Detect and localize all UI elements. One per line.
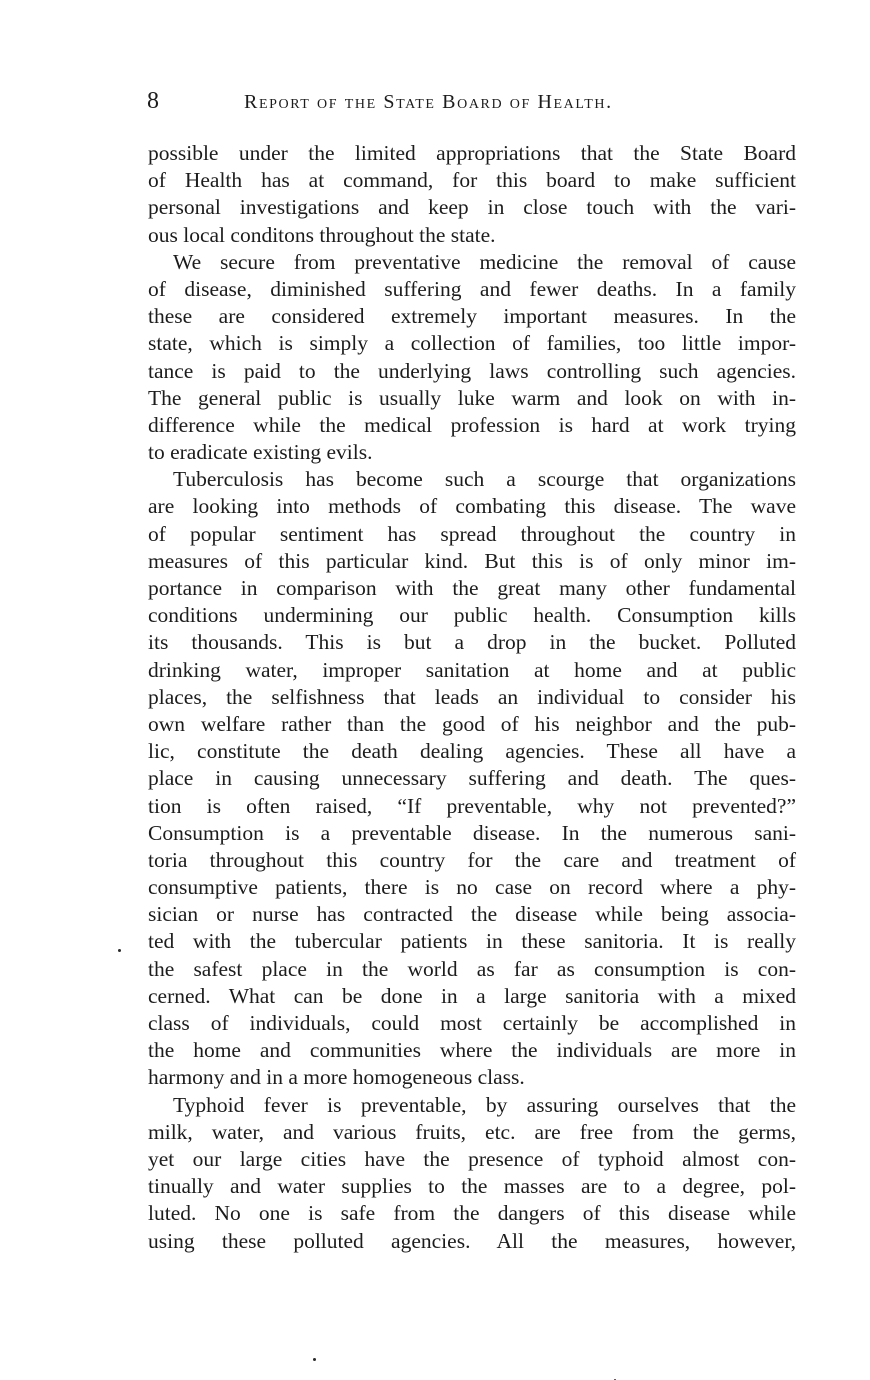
text-line: portance in comparison with the great many other fundamental <box>148 576 796 600</box>
text-line: Typhoid fever is preventable, by assuring ourselves that the <box>173 1092 796 1117</box>
text-line: possible under the limited appropriations that the State Board <box>148 141 796 165</box>
text-line: cerned. What can be done in a large sanitoria with a mixed <box>148 983 796 1008</box>
text-line: own welfare rather than the good of his neighbor and the pub- <box>148 711 796 736</box>
print-speck <box>118 949 121 952</box>
text-line: luted. No one is safe from the dangers of this disease while <box>148 1201 796 1226</box>
text-line: of popular sentiment has spread throughout the country in <box>148 521 796 546</box>
text-line: toria throughout this country for the care and treatment of <box>148 847 796 872</box>
paragraph <box>148 466 796 1091</box>
text-line: to eradicate existing evils. <box>148 440 373 465</box>
text-line: the safest place in the world as far as consumption is con- <box>148 956 796 981</box>
running-head <box>147 86 707 120</box>
text-line: sician or nurse has contracted the disease while being associa- <box>148 902 796 927</box>
text-line: are looking into methods of combating this disease. The wave <box>148 494 796 519</box>
paragraph <box>148 140 796 249</box>
text-line: tinually and water supplies to the masses are to a degree, pol- <box>148 1174 796 1199</box>
body-text <box>148 140 796 1255</box>
text-line: Consumption is a preventable disease. In the numerous sani- <box>148 820 796 845</box>
text-line: of Health has at command, for this board to make sufficient <box>148 168 796 193</box>
text-line: tion is often raised, “If preventable, why not prevented?” <box>148 793 796 818</box>
text-line: places, the selfishness that leads an individual to consider his <box>148 684 796 709</box>
text-line: We secure from preventative medicine the removal of cause <box>173 249 796 274</box>
text-line: yet our large cities have the presence of typhoid almost con- <box>148 1146 796 1171</box>
paragraph <box>148 1092 796 1255</box>
text-line: tance is paid to the underlying laws controlling such agencies. <box>148 358 796 383</box>
text-line: class of individuals, could most certainly be accomplished in <box>148 1011 796 1035</box>
text-line: consumptive patients, there is no case on record where a phy- <box>148 875 796 900</box>
text-line: state, which is simply a collection of families, too little impor- <box>148 331 796 356</box>
text-line: these are considered extremely important measures. In the <box>148 304 796 329</box>
text-line: its thousands. This is but a drop in the bucket. Polluted <box>148 630 796 655</box>
text-line: ted with the tubercular patients in these sanitoria. It is really <box>148 929 796 954</box>
text-line: using these polluted agencies. All the measures, however, <box>148 1228 796 1253</box>
text-line: place in causing unnecessary suffering and death. The ques- <box>148 766 796 791</box>
text-line: harmony and in a more homogeneous class. <box>148 1065 525 1090</box>
text-line: measures of this particular kind. But this is of only minor im- <box>148 548 796 573</box>
text-line: The general public is usually luke warm and look on with in- <box>148 385 796 410</box>
text-line: the home and communities where the individuals are more in <box>148 1038 796 1063</box>
print-speck <box>313 1358 316 1361</box>
text-line: Tuberculosis has become such a scourge that organizations <box>173 467 796 492</box>
text-line: ous local conditons throughout the state. <box>148 222 496 247</box>
text-line: drinking water, improper sanitation at home and at public <box>148 657 796 682</box>
text-line: personal investigations and keep in close touch with the vari- <box>148 195 796 220</box>
paragraph <box>148 249 796 467</box>
text-line: conditions undermining our public health. Consumption kills <box>148 603 796 628</box>
text-line: difference while the medical profession is hard at work trying <box>148 412 796 437</box>
text-line: lic, constitute the death dealing agencies. These all have a <box>148 739 796 764</box>
running-title: Report of the State Board of Health. <box>244 91 613 113</box>
text-line: milk, water, and various fruits, etc. are free from the germs, <box>148 1119 796 1144</box>
page-number: 8 <box>147 88 159 114</box>
text-line: of disease, diminished suffering and fewer deaths. In a family <box>148 276 796 301</box>
